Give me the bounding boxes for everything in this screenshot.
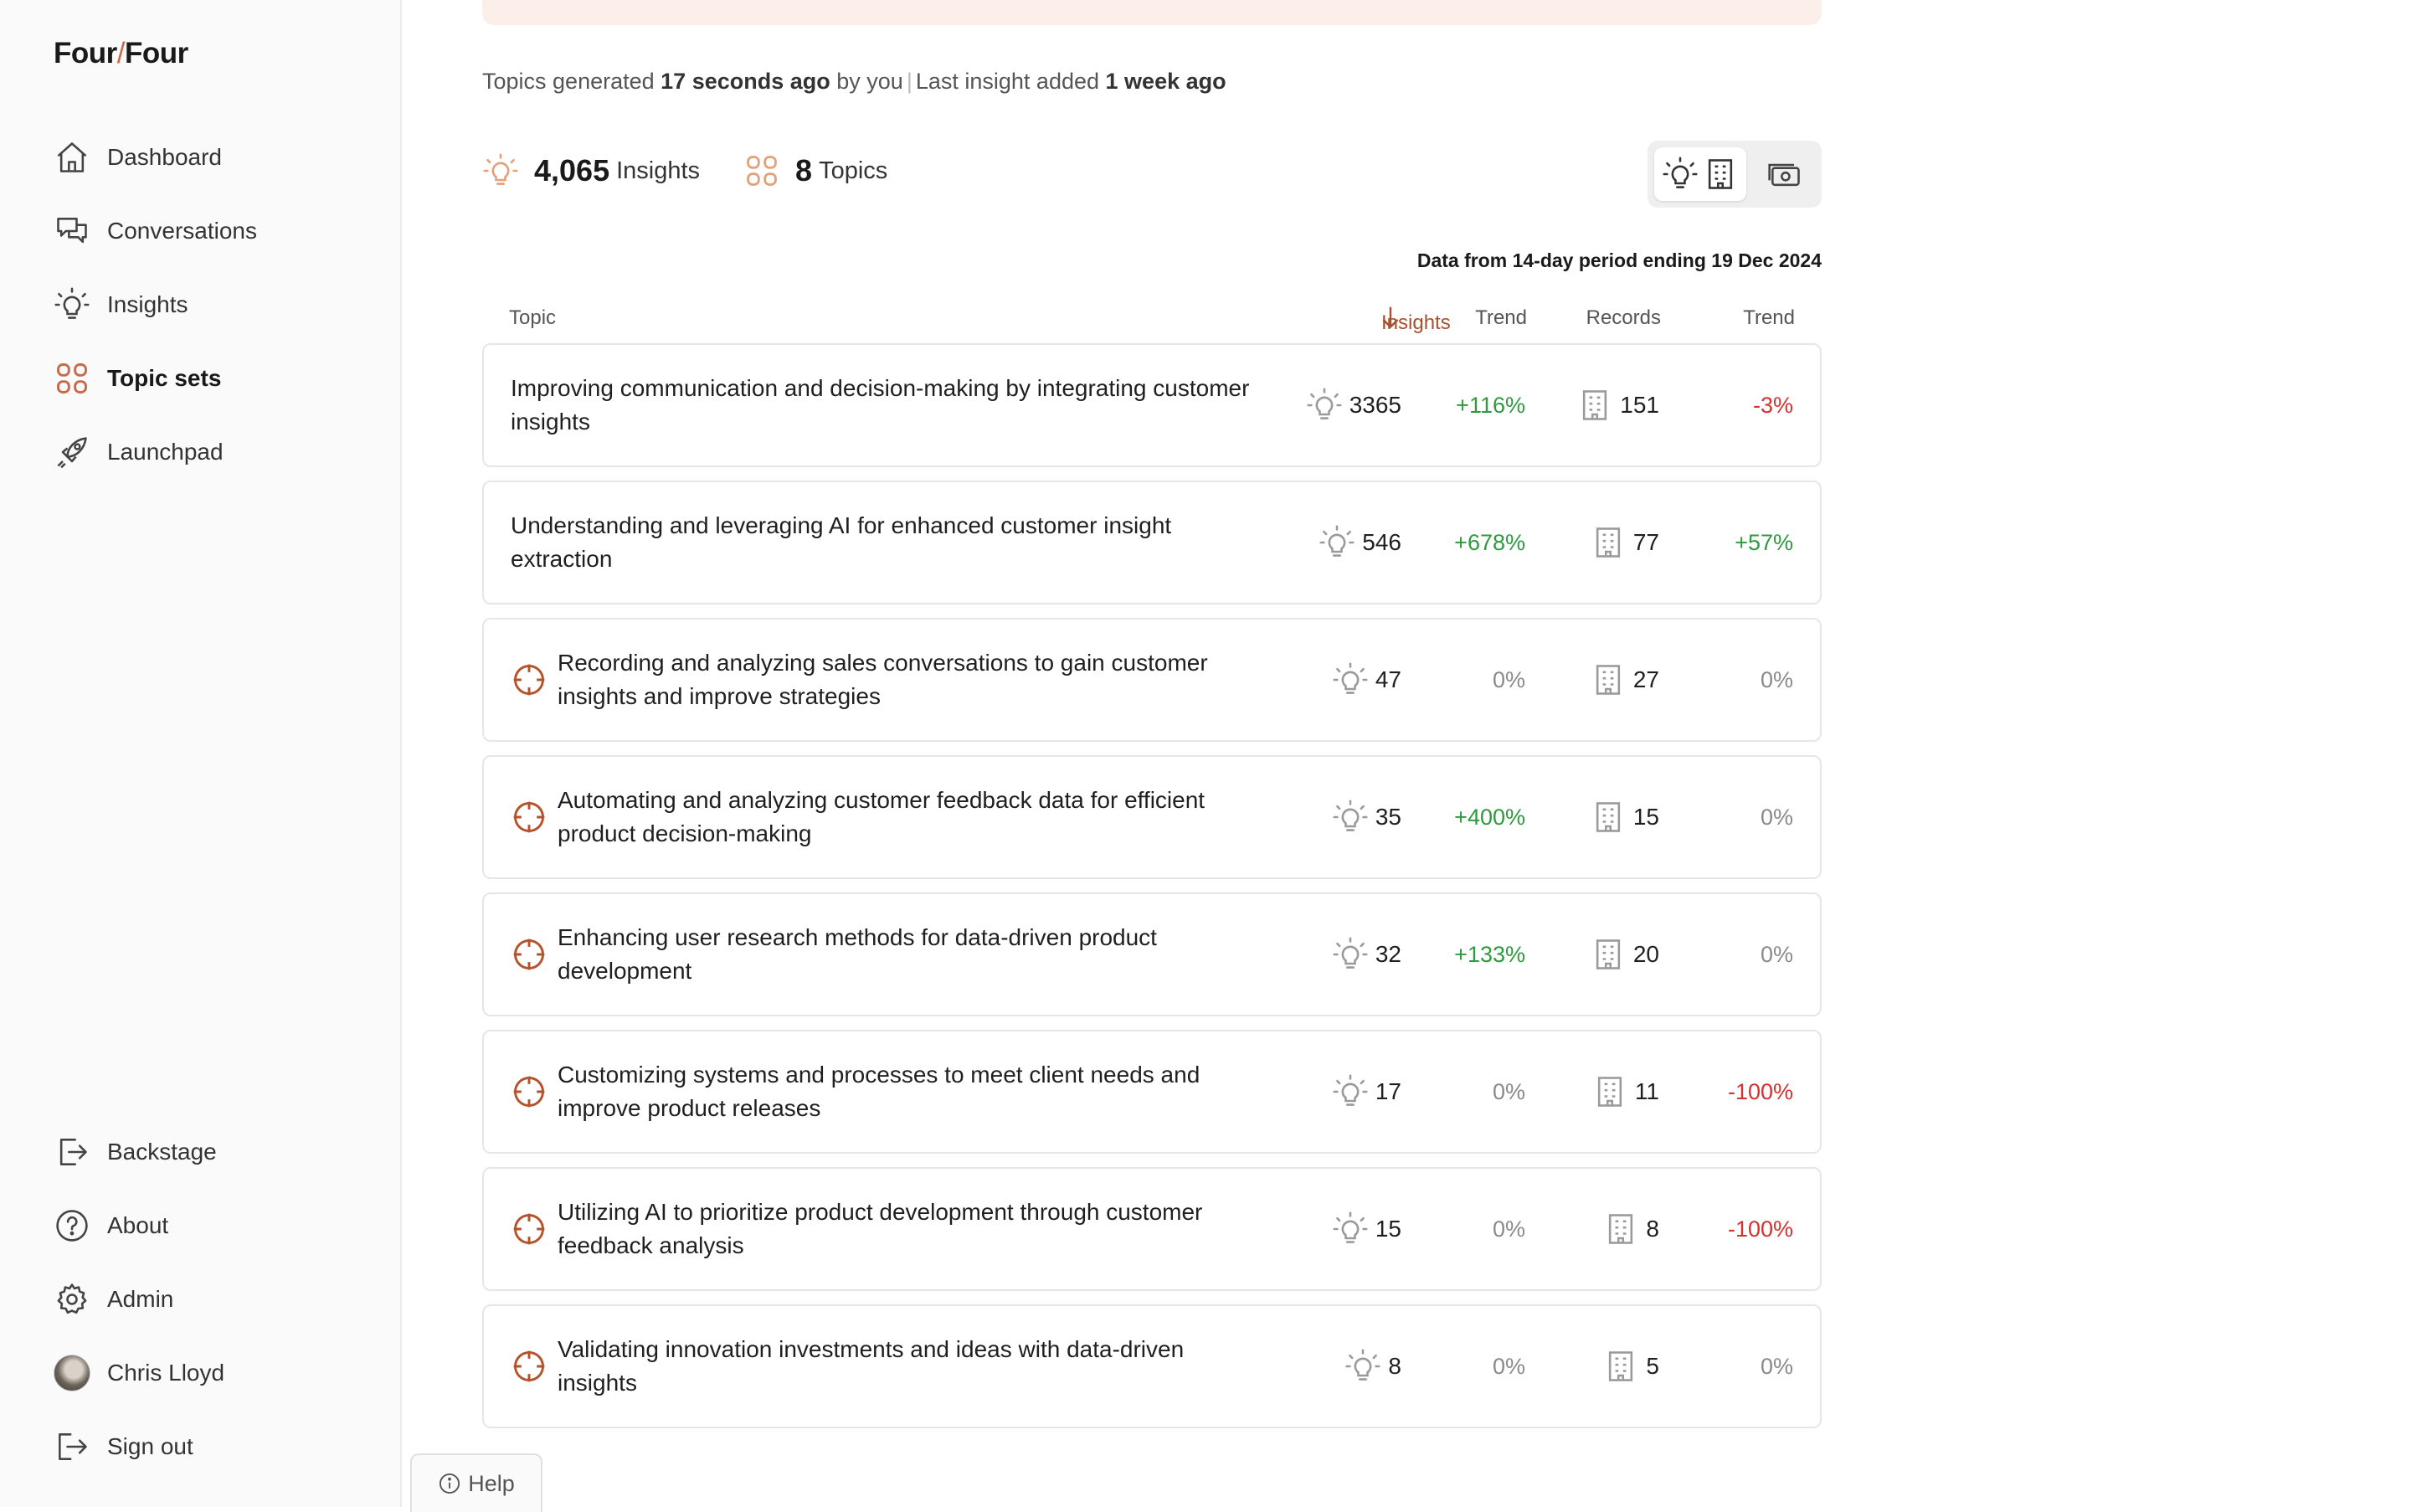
avatar [54, 1355, 90, 1391]
question-circle-icon [54, 1207, 90, 1244]
lightbulb-icon [1306, 387, 1343, 424]
insights-cell [1332, 799, 1401, 836]
col-insights-trend[interactable]: Trend [1475, 306, 1527, 329]
insights-trend-value: 0% [1492, 666, 1525, 692]
records-trend-value: -3% [1752, 392, 1793, 418]
topic-title: Enhancing user research methods for data-driven product development [558, 924, 1157, 984]
insights-trend-value: 0% [1492, 1216, 1525, 1242]
records-cell [1590, 799, 1659, 836]
target-icon [511, 1073, 547, 1110]
col-records-trend[interactable]: Trend [1743, 306, 1795, 329]
records-cell [1602, 1211, 1659, 1247]
building-icon [1590, 799, 1627, 836]
building-icon [1591, 1073, 1628, 1110]
records-trend-value: 0% [1760, 666, 1793, 692]
col-topic[interactable]: Topic [509, 306, 557, 329]
insights-trend-value: +400% [1454, 804, 1525, 830]
building-icon [1702, 156, 1739, 193]
avatar-wrap [54, 1355, 90, 1391]
table-row[interactable] [482, 481, 1822, 604]
building-icon [1576, 387, 1613, 424]
topic-title: Utilizing AI to prioritize product development through customer feedback analysis [558, 1199, 1203, 1258]
grid-icon [54, 360, 90, 397]
insights-trend-value: +116% [1456, 392, 1525, 418]
nav-user-profile[interactable] [54, 1348, 224, 1398]
insights-cell [1319, 524, 1401, 561]
lightbulb-icon [1332, 936, 1369, 973]
records-value: 27 [1632, 666, 1659, 692]
lightbulb-icon [1332, 661, 1369, 698]
building-icon [1602, 1348, 1639, 1385]
records-cell [1602, 1348, 1659, 1385]
lightbulb-icon [1662, 156, 1699, 193]
insights-cell [1332, 661, 1401, 698]
table-row[interactable] [482, 1304, 1822, 1428]
insights-value: 8 [1388, 1353, 1401, 1379]
records-cell [1590, 936, 1659, 973]
insights-cell [1332, 936, 1401, 973]
insights-cell [1344, 1348, 1401, 1385]
table-row[interactable] [482, 755, 1822, 879]
brand-logo[interactable] [54, 37, 188, 70]
alert-banner [482, 0, 1822, 25]
brand-part1: Four [54, 37, 117, 69]
table-header [482, 301, 1822, 335]
target-icon [511, 799, 547, 836]
target-icon [511, 936, 547, 973]
insights-trend-value: +678% [1454, 529, 1525, 555]
topics-label: Topics [819, 157, 888, 184]
nav-sign-out-label: Sign out [107, 1433, 193, 1459]
lightbulb-icon [1332, 1211, 1369, 1247]
records-value: 11 [1634, 1078, 1659, 1104]
rocket-icon [54, 434, 90, 471]
records-trend-value: 0% [1760, 804, 1793, 830]
nav-sign-out[interactable] [54, 1422, 193, 1472]
topic-title: Recording and analyzing sales conversations to gain customer insights and improve strategies [558, 650, 1208, 709]
insights-value: 32 [1375, 941, 1401, 967]
insights-value: 546 [1362, 529, 1401, 555]
nav-conversations[interactable] [54, 206, 257, 256]
records-cell [1590, 661, 1659, 698]
insights-trend-value: 0% [1492, 1078, 1525, 1104]
brand-slash: / [116, 37, 125, 69]
topics-count: 8 [795, 153, 813, 188]
topic-title: Customizing systems and processes to meet client needs and improve product releases [558, 1062, 1200, 1121]
nav-about[interactable] [54, 1201, 168, 1251]
insights-cell [1306, 387, 1401, 424]
table-row[interactable] [482, 1167, 1822, 1291]
records-cell [1590, 524, 1659, 561]
records-trend-value: +57% [1735, 529, 1793, 555]
insights-count: 4,065 [534, 153, 610, 188]
target-icon [511, 661, 547, 698]
records-value: 5 [1646, 1353, 1659, 1379]
lightbulb-icon [1319, 524, 1355, 561]
nav-insights-label: Insights [107, 291, 188, 317]
meta-separator: | [906, 69, 912, 94]
help-label: Help [468, 1470, 515, 1496]
brand-part2: Four [125, 37, 188, 69]
user-name: Chris Lloyd [107, 1360, 225, 1386]
nav-about-label: About [107, 1212, 169, 1238]
home-icon [54, 139, 90, 176]
records-value: 20 [1632, 941, 1659, 967]
meta-by: by you [836, 69, 903, 94]
money-icon [1766, 156, 1803, 193]
toggle-revenue-view[interactable] [1761, 154, 1808, 194]
meta-last-ago: 1 week ago [1105, 69, 1226, 94]
records-cell [1591, 1073, 1659, 1110]
lightbulb-icon [482, 152, 519, 189]
records-trend-value: -100% [1727, 1078, 1793, 1104]
records-value: 151 [1620, 392, 1659, 418]
col-records[interactable]: Records [1586, 306, 1661, 329]
nav-launchpad[interactable] [54, 427, 224, 477]
target-icon [511, 1348, 547, 1385]
sidebar [0, 0, 402, 1507]
insights-value: 47 [1375, 666, 1401, 692]
insights-cell [1332, 1211, 1401, 1247]
insights-label: Insights [616, 157, 701, 184]
chat-bubbles-icon [54, 213, 90, 249]
meta-prefix: Topics generated [482, 69, 655, 94]
insights-trend-value: 0% [1492, 1353, 1525, 1379]
nav-admin-label: Admin [107, 1286, 174, 1312]
records-trend-value: 0% [1760, 941, 1793, 967]
table-row[interactable] [482, 1030, 1822, 1154]
nav-admin[interactable] [54, 1274, 173, 1324]
nav-dashboard-label: Dashboard [107, 144, 222, 170]
col-insights-label: Insights [1381, 311, 1451, 334]
insights-trend-value: +133% [1454, 941, 1525, 967]
records-value: 77 [1632, 529, 1659, 555]
topic-title: Automating and analyzing customer feedback data for efficient product decision-making [558, 787, 1206, 846]
lightbulb-icon [1332, 799, 1369, 836]
building-icon [1590, 524, 1627, 561]
enter-icon [54, 1134, 90, 1170]
building-icon [1602, 1211, 1639, 1247]
lightbulb-icon [54, 286, 90, 323]
topic-title: Validating innovation investments and ideas with data-driven insights [558, 1336, 1185, 1396]
lightbulb-icon [1332, 1073, 1369, 1110]
toggle-insights-records-view[interactable] [1654, 147, 1746, 201]
topic-title: Improving communication and decision-making by integrating customer insights [511, 375, 1250, 435]
gear-icon [54, 1281, 90, 1318]
topics-stat [743, 152, 887, 189]
records-value: 15 [1632, 804, 1659, 830]
info-icon [438, 1472, 461, 1495]
building-icon [1590, 661, 1627, 698]
nav-insights[interactable] [54, 280, 188, 330]
insights-value: 35 [1375, 804, 1401, 830]
records-value: 8 [1646, 1216, 1659, 1242]
records-trend-value: 0% [1760, 1353, 1793, 1379]
insights-stat [482, 152, 700, 189]
nav-backstage[interactable] [54, 1127, 217, 1177]
view-toggle [1648, 141, 1822, 208]
nav-launchpad-label: Launchpad [107, 439, 224, 465]
lightbulb-icon [1344, 1348, 1381, 1385]
insights-value: 17 [1375, 1078, 1401, 1104]
nav-topic-sets-label: Topic sets [107, 365, 222, 391]
help-button[interactable] [410, 1453, 542, 1512]
topic-title: Understanding and leveraging AI for enhanced customer insight extraction [511, 512, 1172, 572]
data-period-note: Data from 14-day period ending 19 Dec 2024 [1416, 249, 1822, 271]
grid-icon [743, 152, 780, 189]
nav-backstage-label: Backstage [107, 1139, 217, 1165]
meta-generated-ago: 17 seconds ago [661, 69, 830, 94]
nav-conversations-label: Conversations [107, 218, 257, 244]
insights-value: 15 [1375, 1216, 1401, 1242]
nav-topic-sets[interactable] [54, 353, 221, 404]
table-row[interactable] [482, 618, 1822, 742]
building-icon [1590, 936, 1627, 973]
table-row[interactable] [482, 892, 1822, 1016]
sign-out-icon [54, 1428, 90, 1465]
table-row[interactable] [482, 343, 1822, 467]
generation-meta [482, 69, 1226, 95]
insights-cell [1332, 1073, 1401, 1110]
insights-value: 3365 [1349, 392, 1401, 418]
col-insights-sorted[interactable] [1381, 306, 1451, 334]
nav-dashboard[interactable] [54, 132, 222, 183]
records-trend-value: -100% [1727, 1216, 1793, 1242]
summary-stats [482, 152, 931, 189]
records-cell [1576, 387, 1659, 424]
target-icon [511, 1211, 547, 1247]
meta-last-label: Last insight added [915, 69, 1100, 94]
